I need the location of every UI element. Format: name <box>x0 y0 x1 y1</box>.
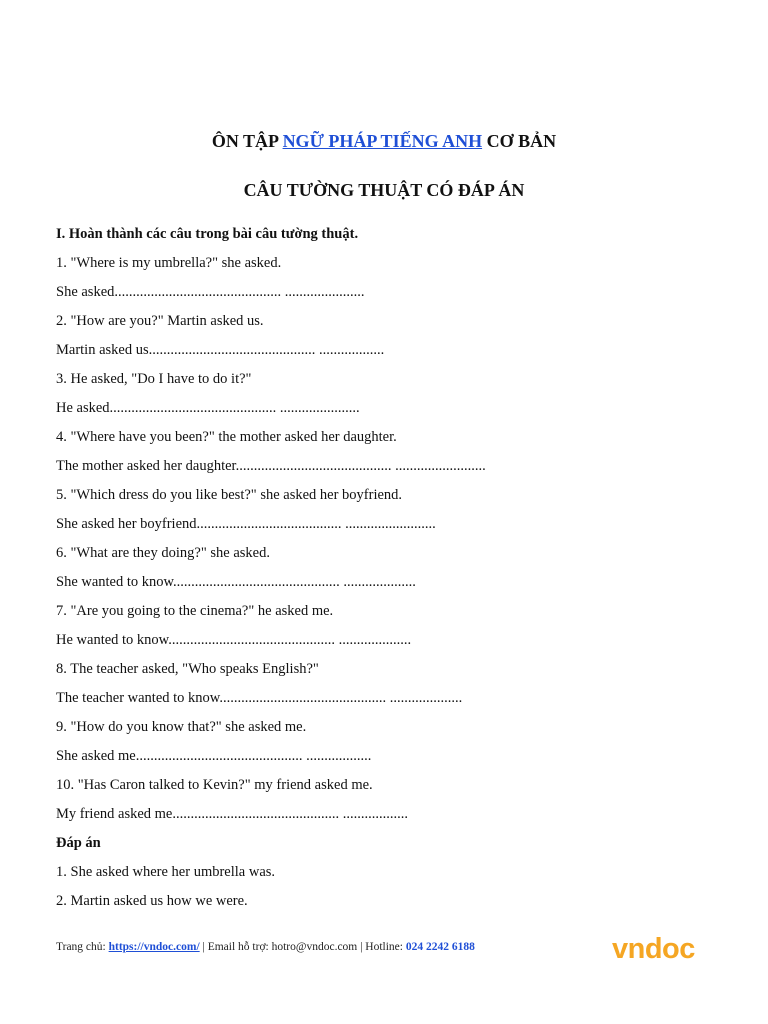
vndoc-logo-text: vndoc <box>612 933 695 965</box>
question-10: 10. "Has Caron talked to Kevin?" my friend asked me. <box>56 777 373 793</box>
footer-email-text: | Email hỗ trợ: hotro@vndoc.com | Hotline: <box>199 941 406 953</box>
prompt-4: The mother asked her daughter........................................... ......................... <box>56 458 486 474</box>
page-footer <box>56 939 475 955</box>
page-subtitle: CÂU TƯỜNG THUẬT CÓ ĐÁP ÁN <box>243 180 525 200</box>
question-9: 9. "How do you know that?" she asked me. <box>56 719 307 735</box>
question-2: 2. "How are you?" Martin asked us. <box>56 313 264 329</box>
title-link[interactable]: NGỮ PHÁP TIẾNG ANH <box>282 131 483 151</box>
footer-hotline: 024 2242 6188 <box>405 941 475 953</box>
title-prefix: ÔN TẬP <box>211 131 283 151</box>
question-7: 7. "Are you going to the cinema?" he asked me. <box>56 603 334 619</box>
prompt-7: He wanted to know.............................................. .................... <box>56 632 412 648</box>
prompt-5: She asked her boyfriend........................................ ......................... <box>56 516 436 532</box>
question-5: 5. "Which dress do you like best?" she asked her boyfriend. <box>56 487 403 503</box>
title-suffix: CƠ BẢN <box>482 131 557 151</box>
prompt-2: Martin asked us.............................................. .................. <box>56 342 385 358</box>
question-4: 4. "Where have you been?" the mother asked her daughter. <box>56 429 397 445</box>
question-8: 8. The teacher asked, "Who speaks English?" <box>56 661 319 677</box>
footer-home-link[interactable]: https://vndoc.com/ <box>108 941 200 953</box>
question-1: 1. "Where is my umbrella?" she asked. <box>56 255 282 271</box>
answers-heading: Đáp án <box>56 835 101 851</box>
section-heading: I. Hoàn thành các câu trong bài câu tường thuật. <box>56 226 359 242</box>
prompt-1: She asked.............................................. ...................... <box>56 284 365 300</box>
prompt-8: The teacher wanted to know.............................................. .................... <box>56 690 463 706</box>
page-title <box>0 130 768 152</box>
vndoc-logo <box>612 928 712 968</box>
prompt-9: She asked me.............................................. .................. <box>56 748 372 764</box>
exercise-content <box>56 224 716 920</box>
prompt-10: My friend asked me.............................................. .................. <box>56 806 408 822</box>
question-3: 3. He asked, "Do I have to do it?" <box>56 371 252 387</box>
answer-1: 1. She asked where her umbrella was. <box>56 864 276 880</box>
prompt-6: She wanted to know.............................................. .................... <box>56 574 416 590</box>
footer-home-label: Trang chủ: <box>56 941 109 953</box>
prompt-3: He asked.............................................. ...................... <box>56 400 360 416</box>
question-6: 6. "What are they doing?" she asked. <box>56 545 270 561</box>
answer-2: 2. Martin asked us how we were. <box>56 893 248 909</box>
